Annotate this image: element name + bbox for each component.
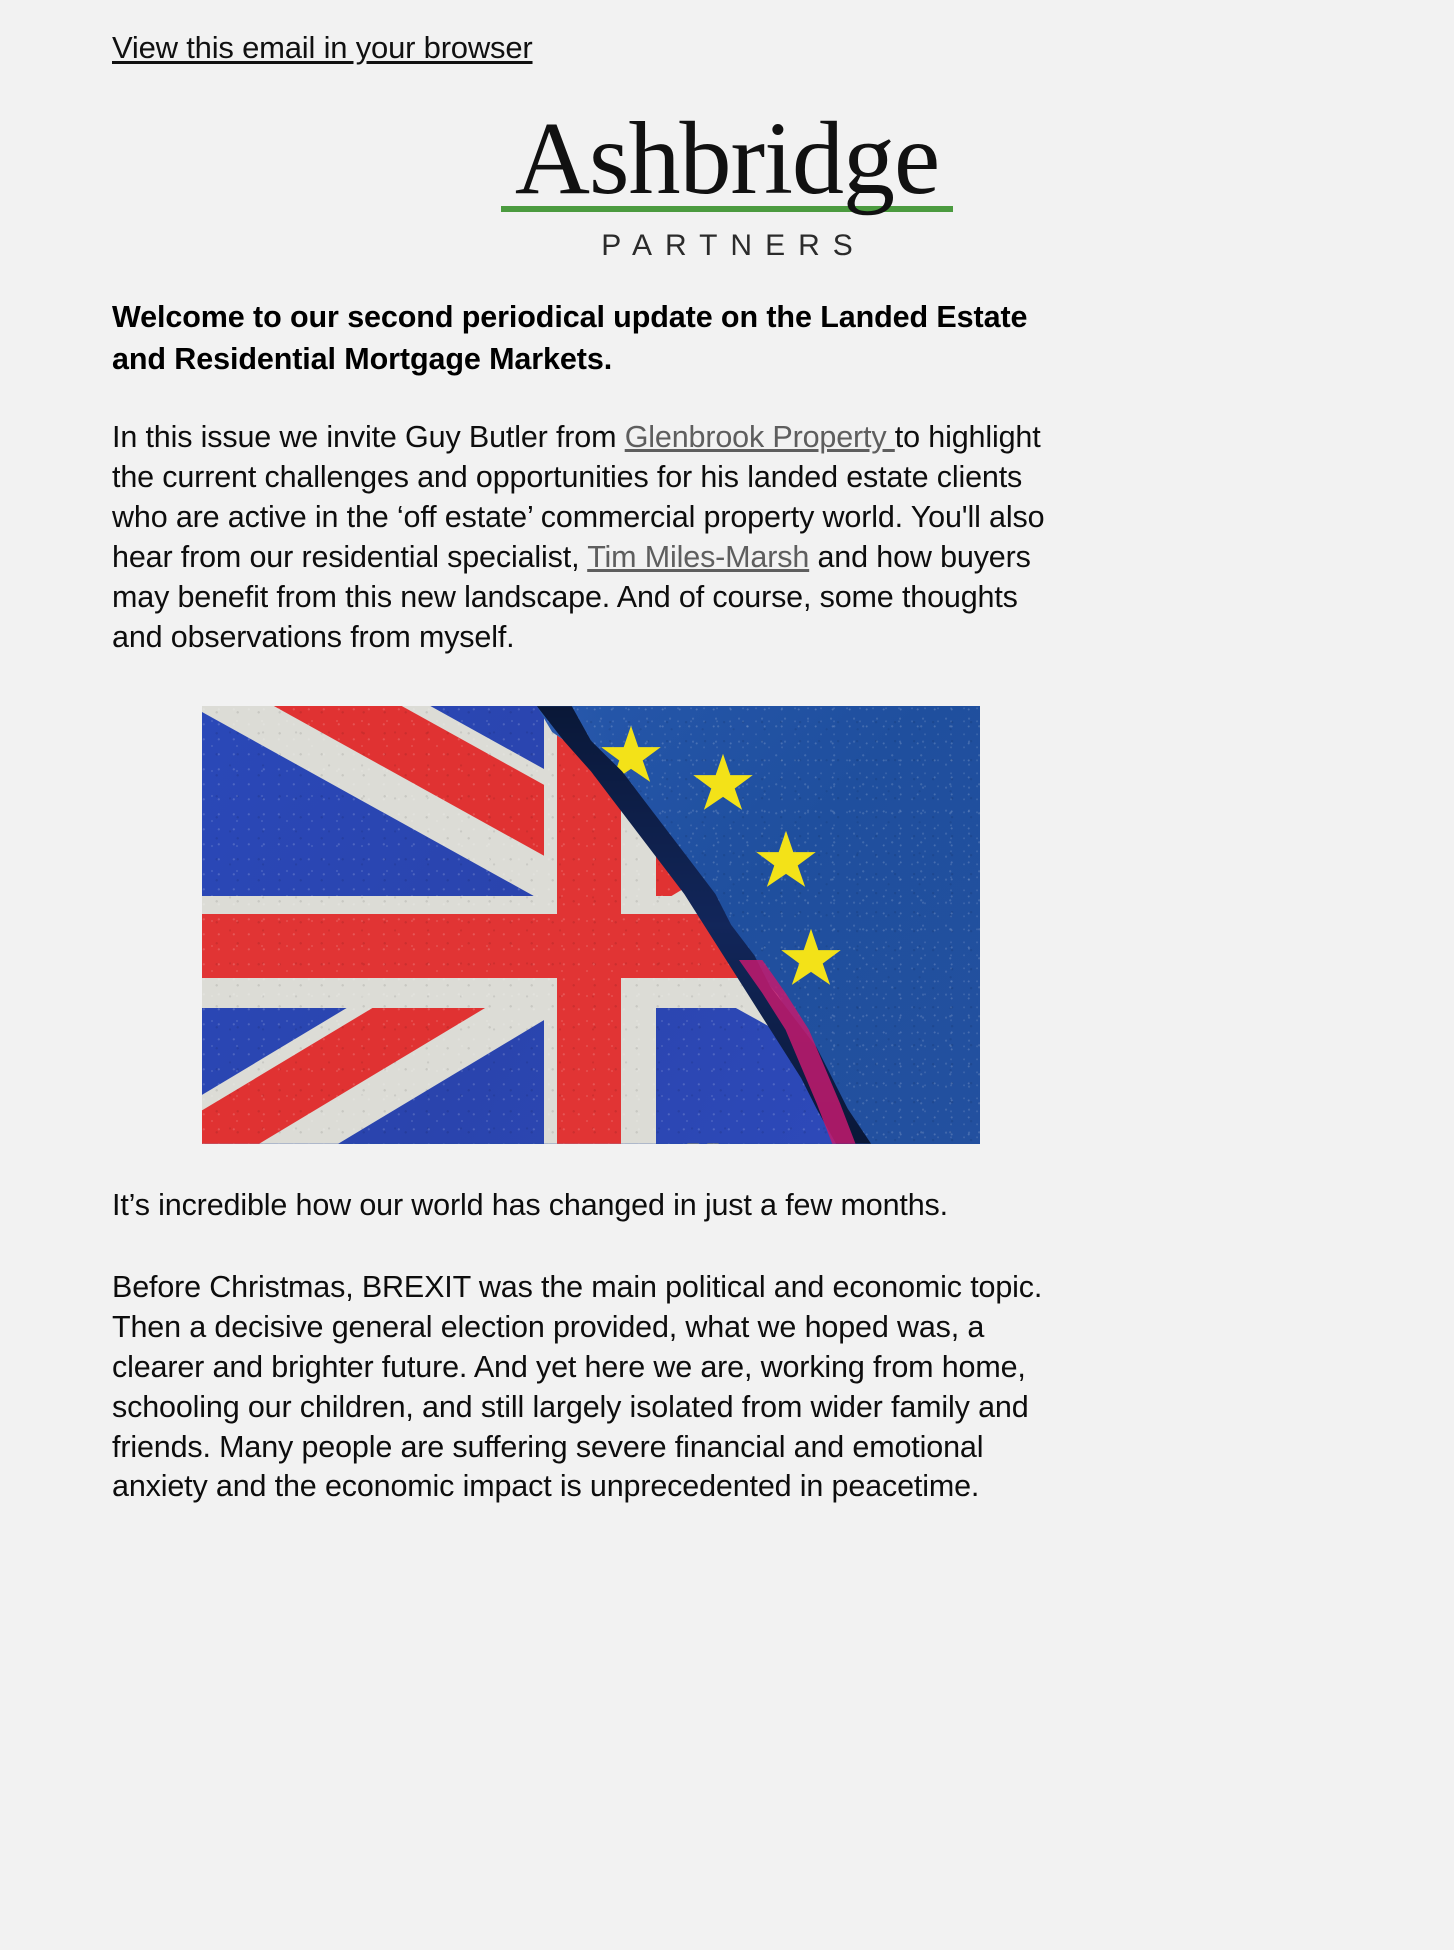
brand-logo (0, 101, 1454, 263)
preheader (0, 0, 1454, 66)
tim-miles-marsh-link[interactable]: Tim Miles-Marsh (587, 539, 810, 574)
hero-figure (112, 706, 1342, 1144)
email-content (0, 297, 1454, 1567)
paragraph-1: It’s incredible how our world has changed in just a few months. (112, 1187, 948, 1222)
view-in-browser-link[interactable]: View this email in your browser (112, 30, 533, 65)
paragraph-2: Before Christmas, BREXIT was the main political and economic topic. Then a decisive general election provided, what we hoped was, a clearer and brighter future. And yet here we are, working from home, schooling our children, and still largely isolated from wider family and friends. Many people are suffering severe financial and emotional anxiety and the economic impact is unprecedented in peacetime. (112, 1269, 1043, 1504)
intro-text-3: and how buyers may benefit from this new landscape. And of course, some thoughts and observations from myself. (112, 539, 1031, 654)
intro-text-1: In this issue we invite Guy Butler from (112, 420, 625, 455)
brexit-flag-image (202, 706, 980, 1144)
glenbrook-property-link[interactable]: Glenbrook Property (624, 420, 895, 455)
logo-wordmark: Ashbridge (514, 101, 940, 216)
page-title: Welcome to our second periodical update on the Landed Estate and Residential Mortgage Markets. (112, 300, 1028, 376)
intro-text-2: to highlight the current challenges and opportunities for his landed estate clients who are active in the ‘off estate’ commercial property world. You'll also hear from our residential specialist, (112, 420, 1045, 574)
logo-subtitle: PARTNERS (601, 229, 866, 263)
logo-inner (501, 101, 953, 263)
intro-paragraph (112, 418, 1064, 658)
